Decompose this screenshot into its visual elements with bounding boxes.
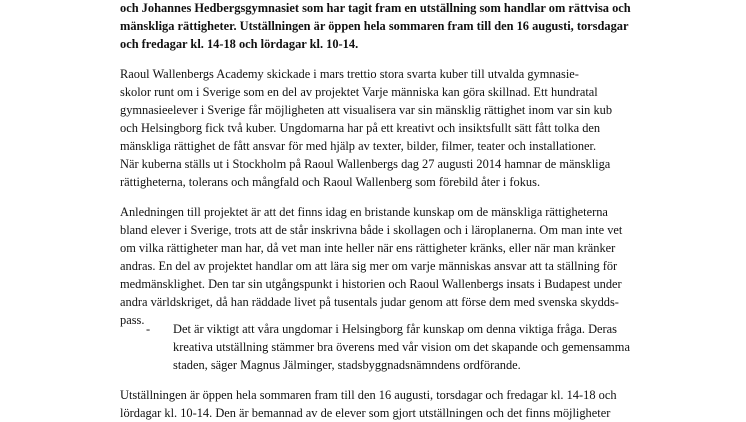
paragraph-2-line: pass. (120, 313, 145, 327)
quote-bullet-marker: - (146, 322, 151, 336)
paragraph-1-line: rättigheterna, tolerans och mångfald och Raoul Wallenberg som förebild åter i fokus. (120, 175, 541, 189)
paragraph-1-line: Raoul Wallenbergs Academy skickade i mars trettio stora svarta kuber till utvalda gymnasie- (120, 67, 579, 81)
paragraph-2-line: bland elever i Sverige, trots att de står inskrivna både i skollagen och i läroplanerna. Om man inte vet (120, 223, 623, 237)
paragraph-1-line: gymnasieelever i Sverige får möjligheten att visualisera var sin mänsklig rättighet inom var sin kub (120, 103, 613, 117)
paragraph-2-line: Anledningen till projektet är att det finns idag en bristande kunskap om de mänskliga rättigheterna (120, 205, 608, 219)
paragraph-2-line: om vilka rättigheter man har, då vet man inte heller när ens rättigheter kränks, eller när man kränker (120, 241, 616, 255)
intro-line: och fredagar kl. 14-18 och lördagar kl. 10-14. (120, 37, 359, 51)
paragraph-3-line: lördagar kl. 10-14. Den är bemannad av de elever som gjort utställningen och det finns möjligheter (120, 406, 611, 420)
quote-line: staden, säger Magnus Jälminger, stadsbyggnadsnämndens ordförande. (173, 358, 521, 372)
paragraph-1-line: mänskliga rättighet de fått ansvar för med hjälp av texter, bilder, filmer, teater och installationer. (120, 139, 597, 153)
paragraph-2-line: andra världskriget, då han räddade livet på tusentals judar genom att förse dem med svenska skydds- (120, 295, 619, 309)
paragraph-3-line: Utställningen är öppen hela sommaren fram till den 16 augusti, torsdagar och fredagar kl. 14-18 och (120, 388, 617, 402)
paragraph-2-line: medmänsklighet. Den tar sin utgångspunkt i historien och Raoul Wallenbergs insats i Budapest under (120, 277, 622, 291)
intro-line: mänskliga rättigheter. Utställningen är öppen hela sommaren fram till den 16 augusti, torsdagar (120, 19, 629, 33)
paragraph-1-line: När kuberna ställs ut i Stockholm på Raoul Wallenbergs dag 27 augusti 2014 hamnar de mänskliga (120, 157, 611, 171)
intro-line: och Johannes Hedbergsgymnasiet som har tagit fram en utställning som handlar om rättvisa och (120, 1, 631, 15)
paragraph-2-line: andras. En del av projektet handlar om att lära sig mer om varje människas ansvar att ta ställning för (120, 259, 618, 273)
quote-line: kreativa utställning stämmer bra överens med vår vision om det skapande och gemensamma (173, 340, 630, 354)
paragraph-1-line: skolor runt om i Sverige som en del av projektet Varje människa kan göra skillnad. Ett hundratal (120, 85, 598, 99)
paragraph-1-line: och Helsingborg fick två kuber. Ungdomarna har på ett kreativt och insiktsfullt sätt fått tolka den (120, 121, 601, 135)
quote-line: Det är viktigt att våra ungdomar i Helsingborg får kunskap om denna viktiga fråga. Deras (173, 322, 617, 336)
